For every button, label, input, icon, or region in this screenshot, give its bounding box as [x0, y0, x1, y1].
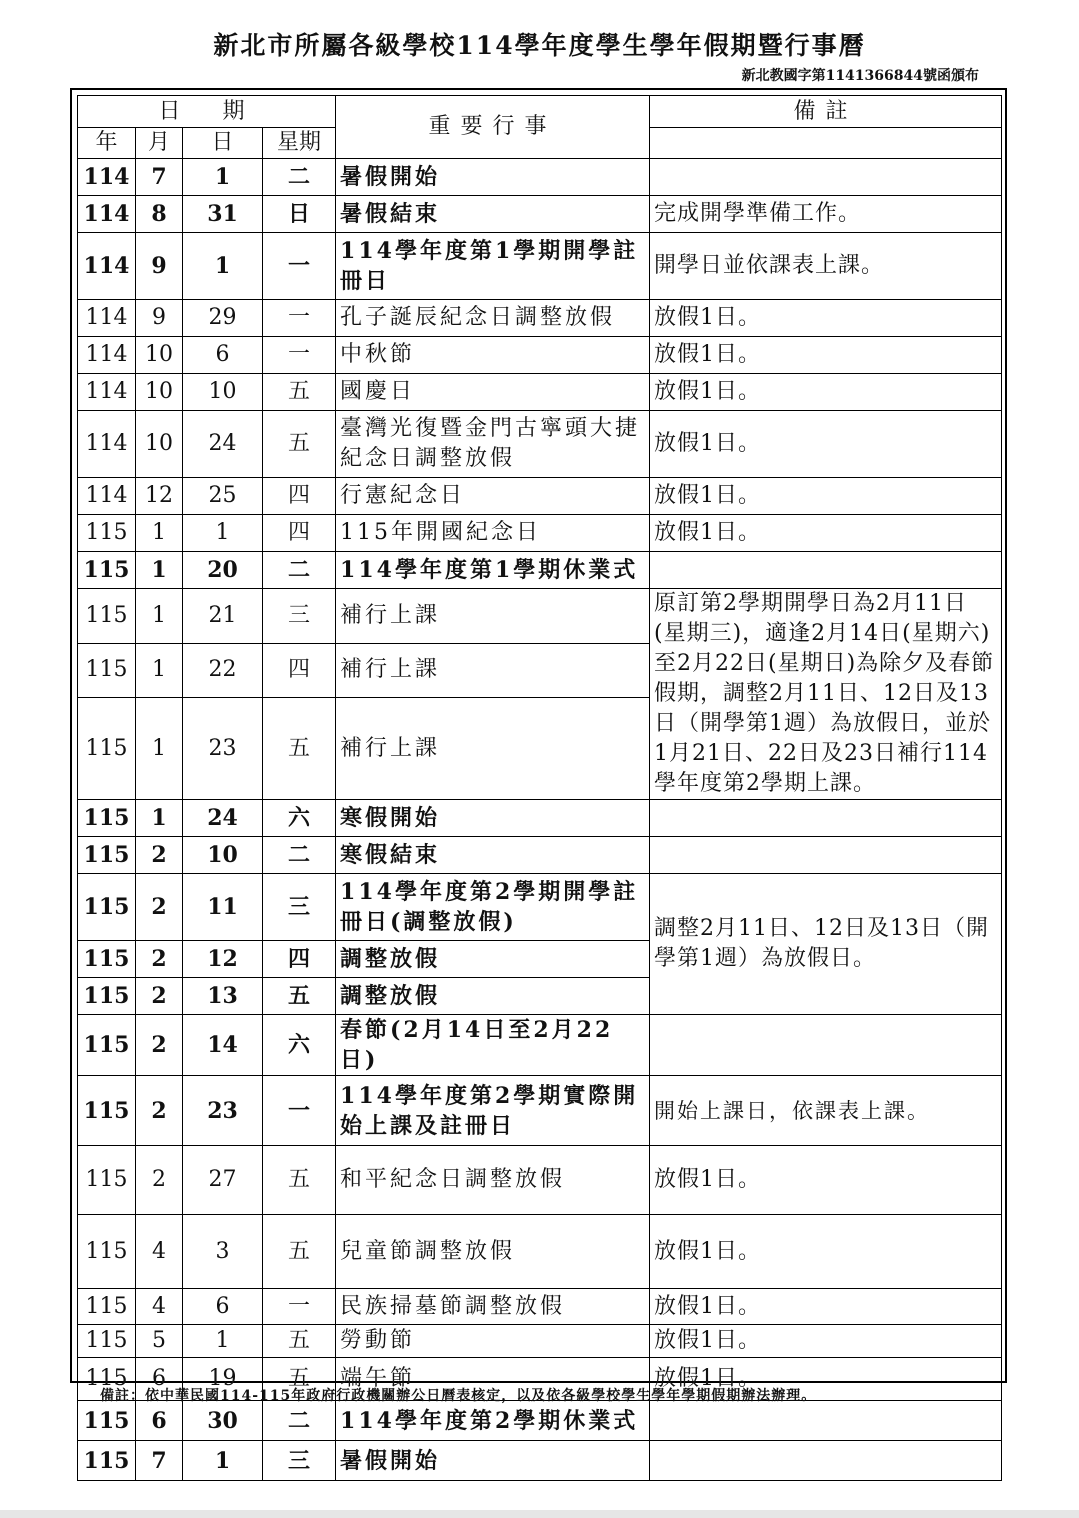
page-edge — [0, 1510, 1079, 1518]
month-cell: 10 — [136, 374, 183, 411]
header-remark-blank — [650, 128, 1002, 159]
year-cell: 114 — [78, 159, 136, 196]
remark-cell: 放假1日。 — [650, 1289, 1002, 1325]
day-cell: 27 — [183, 1146, 263, 1215]
event-cell: 和平紀念日調整放假 — [336, 1146, 650, 1215]
month-cell: 4 — [136, 1215, 183, 1289]
weekday-cell: 一 — [263, 300, 336, 337]
weekday-cell: 三 — [263, 589, 336, 644]
event-cell: 補行上課 — [336, 643, 650, 698]
event-cell: 暑假結束 — [336, 196, 650, 233]
event-cell: 孔子誕辰紀念日調整放假 — [336, 300, 650, 337]
month-cell: 1 — [136, 552, 183, 589]
remark-cell: 放假1日。 — [650, 411, 1002, 478]
day-cell: 30 — [183, 1401, 263, 1441]
event-cell: 114學年度第2學期開學註冊日(調整放假) — [336, 874, 650, 941]
remark-cell: 調整2月11日、12日及13日（開學第1週）為放假日。 — [650, 874, 1002, 1015]
weekday-cell: 六 — [263, 1015, 336, 1076]
day-cell: 6 — [183, 1289, 263, 1325]
event-cell: 寒假結束 — [336, 837, 650, 874]
header-day: 日 — [183, 128, 263, 159]
header-remark: 備註 — [650, 96, 1002, 128]
weekday-cell: 五 — [263, 978, 336, 1015]
weekday-cell: 一 — [263, 1076, 336, 1146]
day-cell: 1 — [183, 1325, 263, 1358]
month-cell: 1 — [136, 698, 183, 800]
event-cell: 補行上課 — [336, 589, 650, 644]
remark-cell — [650, 800, 1002, 837]
month-cell: 2 — [136, 874, 183, 941]
month-cell: 8 — [136, 196, 183, 233]
table-row — [78, 337, 1002, 374]
weekday-cell: 四 — [263, 478, 336, 515]
remark-cell — [650, 552, 1002, 589]
day-cell: 25 — [183, 478, 263, 515]
year-cell: 114 — [78, 337, 136, 374]
year-cell: 114 — [78, 374, 136, 411]
year-cell: 115 — [78, 978, 136, 1015]
month-cell: 1 — [136, 800, 183, 837]
month-cell: 7 — [136, 1441, 183, 1481]
table-row — [78, 515, 1002, 552]
year-cell: 115 — [78, 515, 136, 552]
weekday-cell: 五 — [263, 1325, 336, 1358]
table-row — [78, 1441, 1002, 1481]
table-row — [78, 1015, 1002, 1076]
table-row — [78, 837, 1002, 874]
header-month: 月 — [136, 128, 183, 159]
remark-cell: 放假1日。 — [650, 1215, 1002, 1289]
month-cell: 2 — [136, 978, 183, 1015]
event-cell: 調整放假 — [336, 941, 650, 978]
year-cell: 115 — [78, 941, 136, 978]
weekday-cell: 二 — [263, 552, 336, 589]
table-row — [78, 589, 1002, 644]
header-row — [78, 96, 1002, 128]
event-cell: 寒假開始 — [336, 800, 650, 837]
table-row — [78, 300, 1002, 337]
table-row — [78, 874, 1002, 941]
weekday-cell: 五 — [263, 698, 336, 800]
day-cell: 1 — [183, 159, 263, 196]
month-cell: 5 — [136, 1325, 183, 1358]
day-cell: 29 — [183, 300, 263, 337]
month-cell: 6 — [136, 1358, 183, 1401]
table-row — [78, 233, 1002, 300]
document-number: 新北教國字第1141366844號函頒布 — [741, 68, 979, 84]
table-row — [78, 552, 1002, 589]
event-cell: 調整放假 — [336, 978, 650, 1015]
page-title: 新北市所屬各級學校114學年度學生學年假期暨行事曆 — [213, 31, 866, 60]
month-cell: 1 — [136, 515, 183, 552]
remark-cell: 放假1日。 — [650, 1358, 1002, 1401]
remark-cell: 放假1日。 — [650, 515, 1002, 552]
month-cell: 6 — [136, 1401, 183, 1441]
remark-cell: 開學日並依課表上課。 — [650, 233, 1002, 300]
remark-cell: 開始上課日，依課表上課。 — [650, 1076, 1002, 1146]
month-cell: 2 — [136, 1015, 183, 1076]
table-row — [78, 159, 1002, 196]
year-cell: 115 — [78, 643, 136, 698]
weekday-cell: 三 — [263, 874, 336, 941]
month-cell: 2 — [136, 941, 183, 978]
weekday-cell: 五 — [263, 1215, 336, 1289]
event-cell: 115年開國紀念日 — [336, 515, 650, 552]
year-cell: 115 — [78, 589, 136, 644]
weekday-cell: 二 — [263, 1401, 336, 1441]
weekday-cell: 五 — [263, 1146, 336, 1215]
year-cell: 115 — [78, 800, 136, 837]
event-cell: 補行上課 — [336, 698, 650, 800]
event-cell: 端午節 — [336, 1358, 650, 1401]
remark-cell: 完成開學準備工作。 — [650, 196, 1002, 233]
month-cell: 4 — [136, 1289, 183, 1325]
day-cell: 13 — [183, 978, 263, 1015]
remark-cell — [650, 1015, 1002, 1076]
year-cell: 115 — [78, 1215, 136, 1289]
month-cell: 9 — [136, 300, 183, 337]
weekday-cell: 四 — [263, 941, 336, 978]
year-cell: 114 — [78, 478, 136, 515]
weekday-cell: 一 — [263, 1289, 336, 1325]
month-cell: 2 — [136, 1076, 183, 1146]
event-cell: 114學年度第2學期實際開始上課及註冊日 — [336, 1076, 650, 1146]
year-cell: 115 — [78, 1015, 136, 1076]
year-cell: 115 — [78, 1358, 136, 1401]
event-cell: 行憲紀念日 — [336, 478, 650, 515]
day-cell: 31 — [183, 196, 263, 233]
month-cell: 2 — [136, 1146, 183, 1215]
month-cell: 10 — [136, 337, 183, 374]
year-cell: 115 — [78, 1441, 136, 1481]
remark-cell: 放假1日。 — [650, 1325, 1002, 1358]
event-cell: 臺灣光復暨金門古寧頭大捷紀念日調整放假 — [336, 411, 650, 478]
year-cell: 114 — [78, 233, 136, 300]
weekday-cell: 五 — [263, 374, 336, 411]
month-cell: 12 — [136, 478, 183, 515]
remark-cell: 原訂第2學期開學日為2月11日(星期三)，適逢2月14日(星期六)至2月22日(星期日)為除夕及春節假期，調整2月11日、12日及13日（開學第1週）為放假日，並於1月21日、22日及23日補行114學年度第2學期上課。 — [650, 589, 1002, 800]
weekday-cell: 日 — [263, 196, 336, 233]
year-cell: 114 — [78, 196, 136, 233]
calendar-table — [77, 95, 1002, 1481]
table-row — [78, 374, 1002, 411]
day-cell: 1 — [183, 515, 263, 552]
year-cell: 115 — [78, 837, 136, 874]
event-cell: 春節(2月14日至2月22日) — [336, 1015, 650, 1076]
weekday-cell: 五 — [263, 411, 336, 478]
table-row — [78, 1146, 1002, 1215]
event-cell: 中秋節 — [336, 337, 650, 374]
year-cell: 115 — [78, 1401, 136, 1441]
day-cell: 19 — [183, 1358, 263, 1401]
day-cell: 11 — [183, 874, 263, 941]
remark-cell — [650, 1441, 1002, 1481]
year-cell: 115 — [78, 1076, 136, 1146]
header-event: 重要行事 — [336, 96, 650, 159]
table-row — [78, 1401, 1002, 1441]
day-cell: 10 — [183, 374, 263, 411]
weekday-cell: 二 — [263, 159, 336, 196]
year-cell: 114 — [78, 411, 136, 478]
month-cell: 7 — [136, 159, 183, 196]
remark-cell: 放假1日。 — [650, 478, 1002, 515]
weekday-cell: 五 — [263, 1358, 336, 1401]
day-cell: 23 — [183, 698, 263, 800]
day-cell: 1 — [183, 1441, 263, 1481]
year-cell: 114 — [78, 300, 136, 337]
header-date: 日 期 — [78, 96, 336, 128]
header-weekday: 星期 — [263, 128, 336, 159]
event-cell: 民族掃墓節調整放假 — [336, 1289, 650, 1325]
remark-cell — [650, 159, 1002, 196]
day-cell: 3 — [183, 1215, 263, 1289]
month-cell: 10 — [136, 411, 183, 478]
year-cell: 115 — [78, 1146, 136, 1215]
year-cell: 115 — [78, 698, 136, 800]
month-cell: 1 — [136, 643, 183, 698]
event-cell: 兒童節調整放假 — [336, 1215, 650, 1289]
day-cell: 1 — [183, 233, 263, 300]
day-cell: 22 — [183, 643, 263, 698]
table-row — [78, 1215, 1002, 1289]
month-cell: 2 — [136, 837, 183, 874]
weekday-cell: 一 — [263, 337, 336, 374]
day-cell: 21 — [183, 589, 263, 644]
day-cell: 14 — [183, 1015, 263, 1076]
month-cell: 1 — [136, 589, 183, 644]
day-cell: 20 — [183, 552, 263, 589]
remark-cell: 放假1日。 — [650, 337, 1002, 374]
event-cell: 暑假開始 — [336, 159, 650, 196]
month-cell: 9 — [136, 233, 183, 300]
header-year: 年 — [78, 128, 136, 159]
year-cell: 115 — [78, 1289, 136, 1325]
day-cell: 10 — [183, 837, 263, 874]
weekday-cell: 四 — [263, 643, 336, 698]
weekday-cell: 六 — [263, 800, 336, 837]
table-row — [78, 411, 1002, 478]
remark-cell: 放假1日。 — [650, 374, 1002, 411]
table-row — [78, 1325, 1002, 1358]
event-cell: 114學年度第1學期休業式 — [336, 552, 650, 589]
event-cell: 暑假開始 — [336, 1441, 650, 1481]
event-cell: 114學年度第2學期休業式 — [336, 1401, 650, 1441]
table-row — [78, 196, 1002, 233]
weekday-cell: 一 — [263, 233, 336, 300]
table-row — [78, 800, 1002, 837]
weekday-cell: 四 — [263, 515, 336, 552]
day-cell: 24 — [183, 800, 263, 837]
day-cell: 6 — [183, 337, 263, 374]
day-cell: 23 — [183, 1076, 263, 1146]
table-row — [78, 1076, 1002, 1146]
remark-cell — [650, 837, 1002, 874]
year-cell: 115 — [78, 1325, 136, 1358]
event-cell: 勞動節 — [336, 1325, 650, 1358]
remark-cell: 放假1日。 — [650, 300, 1002, 337]
event-cell: 國慶日 — [336, 374, 650, 411]
weekday-cell: 三 — [263, 1441, 336, 1481]
day-cell: 12 — [183, 941, 263, 978]
event-cell: 114學年度第1學期開學註冊日 — [336, 233, 650, 300]
remark-cell: 放假1日。 — [650, 1146, 1002, 1215]
remark-cell — [650, 1401, 1002, 1441]
year-cell: 115 — [78, 552, 136, 589]
footer-note: 備註：依中華民國114-115年政府行政機關辦公日曆表核定，以及依各級學校學生學年學期假期辦法辦理。 — [100, 1388, 817, 1404]
day-cell: 24 — [183, 411, 263, 478]
table-row — [78, 478, 1002, 515]
year-cell: 115 — [78, 874, 136, 941]
table-row — [78, 1289, 1002, 1325]
weekday-cell: 二 — [263, 837, 336, 874]
